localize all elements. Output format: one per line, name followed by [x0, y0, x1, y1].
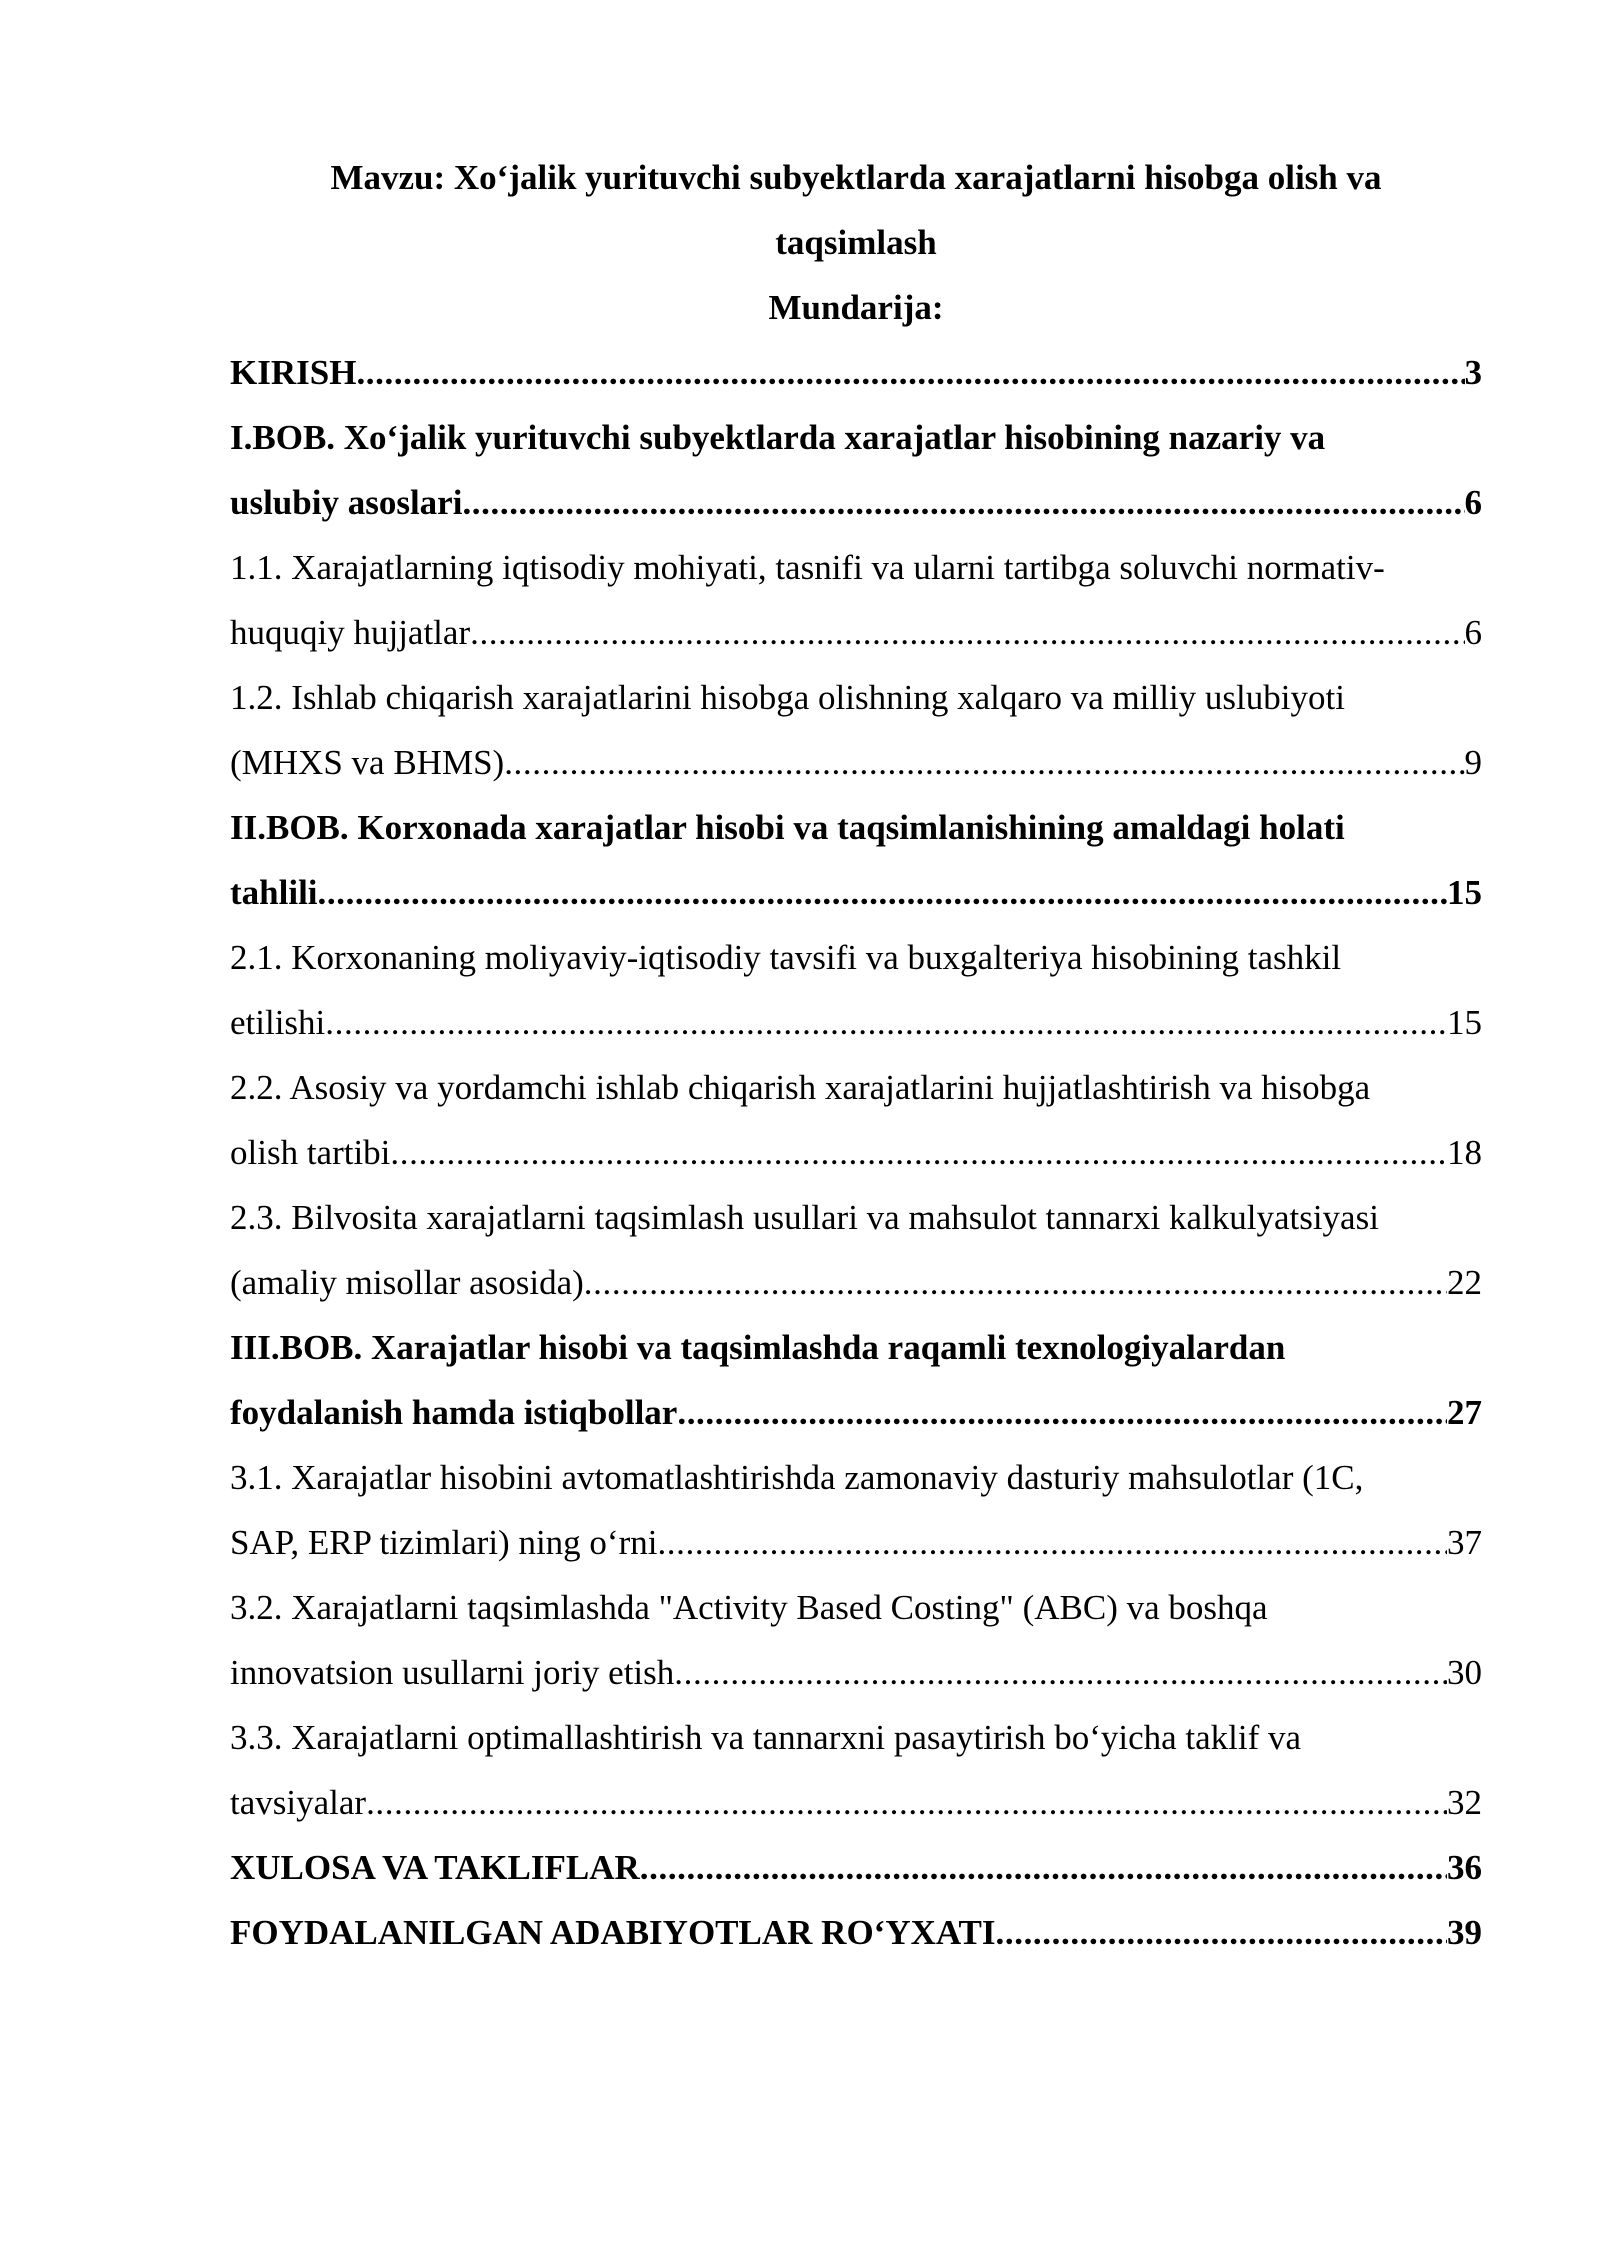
toc-entry[interactable] — [230, 1315, 1482, 1445]
toc-page-number: 39 — [1447, 1913, 1482, 1952]
toc-entry-text: 3.1. Xarajatlar hisobini avtomatlashtirishda zamonaviy dasturiy mahsulotlar (1C, — [230, 1458, 1364, 1497]
toc-entry-text: 3.3. Xarajatlarni optimallashtirish va tannarxni pasaytirish bo‘yicha taklif va — [230, 1718, 1302, 1757]
title-line: taqsimlash — [775, 223, 937, 262]
toc-entry-leader-line — [230, 730, 1482, 795]
toc-entry-text: 2.3. Bilvosita xarajatlarni taqsimlash usullari va mahsulot tannarxi kalkulyatsiyasi — [230, 1198, 1379, 1237]
dot-leader — [390, 1120, 1447, 1185]
toc-entry-text: 2.2. Asosiy va yordamchi ishlab chiqarish xarajatlarini hujjatlashtirish va hisobga — [230, 1068, 1371, 1107]
document-title — [230, 145, 1482, 275]
toc-entry[interactable] — [230, 535, 1482, 665]
dot-leader — [366, 1770, 1447, 1835]
toc-entry-text: olish tartibi — [230, 1133, 391, 1172]
toc-entry-leader-line — [230, 1770, 1482, 1835]
toc-entry-leader-line — [230, 1835, 1482, 1900]
toc-entry-leader-line — [230, 340, 1482, 405]
toc-entry-leader-line — [230, 1900, 1482, 1965]
toc-page-number: 15 — [1447, 1003, 1482, 1042]
toc-entry-text: II.BOB. Korxonada xarajatlar hisobi va taqsimlanishining amaldagi holati — [230, 808, 1345, 847]
table-of-contents — [230, 340, 1482, 1965]
toc-entry-text: SAP, ERP tizimlari) ning o‘rni — [230, 1523, 658, 1562]
toc-entry[interactable] — [230, 925, 1482, 1055]
toc-entry-text: KIRISH — [230, 353, 357, 392]
toc-page-number: 3 — [1464, 353, 1482, 392]
toc-entry-leader-line — [230, 990, 1482, 1055]
toc-entry-text: innovatsion usullarni joriy etish — [230, 1653, 675, 1692]
toc-entry-leader-line — [230, 1250, 1482, 1315]
dot-leader — [504, 730, 1464, 795]
toc-page-number: 18 — [1447, 1133, 1482, 1172]
dot-leader — [640, 1835, 1447, 1900]
toc-page-number: 6 — [1464, 483, 1482, 522]
toc-page-number: 37 — [1447, 1523, 1482, 1562]
toc-entry-text: 2.1. Korxonaning moliyaviy-iqtisodiy tavsifi va buxgalteriya hisobining tashkil — [230, 938, 1342, 977]
toc-entry-text: 1.1. Xarajatlarning iqtisodiy mohiyati, tasnifi va ularni tartibga soluvchi normativ- — [230, 548, 1385, 587]
toc-entry[interactable] — [230, 1575, 1482, 1705]
toc-entry-leader-line — [230, 1510, 1482, 1575]
dot-leader — [356, 340, 1464, 405]
toc-entry[interactable] — [230, 1185, 1482, 1315]
toc-page-number: 36 — [1447, 1848, 1482, 1887]
toc-entry-text: 3.2. Xarajatlarni taqsimlashda "Activity Based Costing" (ABC) va boshqa — [230, 1588, 1268, 1627]
document-page — [230, 145, 1482, 1965]
dot-leader — [470, 600, 1464, 665]
toc-entry-leader-line — [230, 600, 1482, 665]
toc-entry[interactable] — [230, 405, 1482, 535]
toc-entry-text: huquqiy hujjatlar — [230, 613, 471, 652]
toc-entry-text: uslubiy asoslari — [230, 483, 463, 522]
toc-heading: Mundarija: — [768, 288, 944, 327]
dot-leader — [325, 990, 1447, 1055]
toc-entry-leader-line — [230, 860, 1482, 925]
dot-leader — [996, 1900, 1447, 1965]
toc-page-number: 30 — [1447, 1653, 1482, 1692]
toc-page-number: 15 — [1447, 873, 1482, 912]
dot-leader — [657, 1510, 1447, 1575]
toc-entry[interactable] — [230, 795, 1482, 925]
toc-entry[interactable] — [230, 1705, 1482, 1835]
toc-entry-text: FOYDALANILGAN ADABIYOTLAR RO‘YXATI — [230, 1913, 996, 1952]
toc-entry[interactable] — [230, 1055, 1482, 1185]
toc-page-number: 32 — [1447, 1783, 1482, 1822]
toc-entry[interactable] — [230, 340, 1482, 405]
dot-leader — [462, 470, 1464, 535]
title-line: Mavzu: Xo‘jalik yurituvchi subyektlarda xarajatlarni hisobga olish va — [330, 158, 1382, 197]
dot-leader — [677, 1380, 1447, 1445]
toc-entry-text: III.BOB. Xarajatlar hisobi va taqsimlashda raqamli texnologiyalardan — [230, 1328, 1286, 1367]
toc-entry[interactable] — [230, 1835, 1482, 1900]
toc-page-number: 22 — [1447, 1263, 1482, 1302]
toc-page-number: 27 — [1447, 1393, 1482, 1432]
toc-entry-text: I.BOB. Xo‘jalik yurituvchi subyektlarda xarajatlar hisobining nazariy va — [230, 418, 1326, 457]
dot-leader — [674, 1640, 1447, 1705]
toc-entry-leader-line — [230, 470, 1482, 535]
dot-leader — [584, 1250, 1447, 1315]
toc-entry-text: 1.2. Ishlab chiqarish xarajatlarini hisobga olishning xalqaro va milliy uslubiyoti — [230, 678, 1345, 717]
toc-entry-text: tahlili — [230, 873, 318, 912]
toc-entry-text: (amaliy misollar asosida) — [230, 1263, 584, 1302]
toc-entry-text: XULOSA VA TAKLIFLAR — [230, 1848, 640, 1887]
toc-entry-text: (MHXS va BHMS) — [230, 743, 505, 782]
toc-entry-leader-line — [230, 1380, 1482, 1445]
toc-entry[interactable] — [230, 1445, 1482, 1575]
toc-page-number: 6 — [1464, 613, 1482, 652]
dot-leader — [318, 860, 1447, 925]
toc-entry-leader-line — [230, 1120, 1482, 1185]
toc-entry[interactable] — [230, 1900, 1482, 1965]
toc-entry[interactable] — [230, 665, 1482, 795]
toc-entry-text: etilishi — [230, 1003, 326, 1042]
toc-page-number: 9 — [1464, 743, 1482, 782]
toc-entry-text: tavsiyalar — [230, 1783, 367, 1822]
toc-entry-text: foydalanish hamda istiqbollar — [230, 1393, 678, 1432]
toc-entry-leader-line — [230, 1640, 1482, 1705]
